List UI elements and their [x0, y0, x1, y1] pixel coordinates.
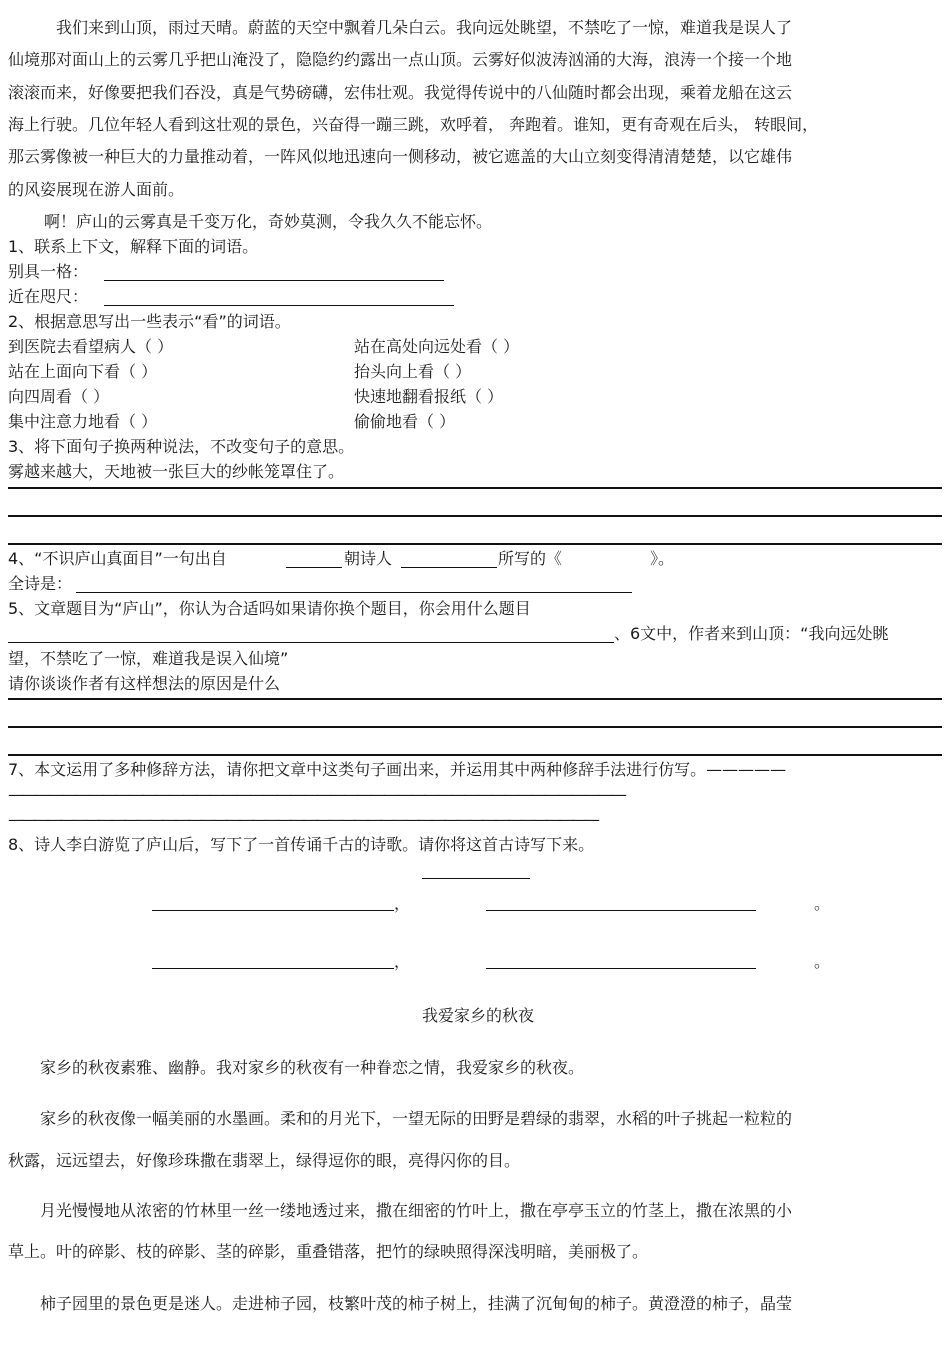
q2-right-4: 偷偷地看（ ）: [354, 412, 456, 431]
q8-title-blank[interactable]: [422, 878, 530, 879]
passage2-para-3-line-1: 月光慢慢地从浓密的竹林里一丝一缕地透过来，撒在细密的竹叶上，撒在亭亭玉立的竹茎上，撒在浓黑的小: [40, 1201, 793, 1220]
q8-verse-3-blank[interactable]: [152, 968, 394, 969]
q5-answer-blank[interactable]: [8, 642, 614, 643]
passage1-line-3: 滚滚而来，好像要把我们吞没，真是气势磅礴，宏伟壮观。我觉得传说中的八仙随时都会出现，乘着龙船在这云: [8, 83, 793, 102]
q1-answer-line-2[interactable]: [104, 305, 454, 306]
q6-answer-line-2[interactable]: [8, 726, 942, 728]
passage2-para-2-line-2: 秋露，远远望去，好像珍珠撒在翡翠上，绿得逗你的眼，亮得闪你的目。: [8, 1151, 521, 1170]
passage1-line-6: 的风姿展现在游人面前。: [8, 180, 185, 199]
q8-verse-1-blank[interactable]: [152, 910, 394, 911]
q4-text-b: 朝诗人: [344, 549, 393, 568]
q8-period-2: 。: [814, 952, 831, 971]
q6-line-3: 请你谈谈作者有这样想法的原因是什么: [8, 674, 281, 693]
passage1-line-1: 我们来到山顶，雨过天晴。蔚蓝的天空中飘着几朵白云。我向远处眺望，不禁吃了一惊，难道我是误人了: [56, 18, 793, 37]
q8-verse-2-blank[interactable]: [486, 910, 756, 911]
passage2-para-2-line-1: 家乡的秋夜像一幅美丽的水墨画。柔和的月光下，一望无际的田野是碧绿的翡翠，水稻的叶子挑起一粒粒的: [40, 1109, 793, 1128]
q6-answer-line-1[interactable]: [8, 698, 942, 700]
q1-item-2: 近在咫尺：: [8, 287, 89, 306]
q8-comma-1: ，: [394, 894, 411, 913]
q6-line-1: 、6文中，作者来到山顶：“我向远处眺: [614, 624, 889, 643]
q4-full-poem-blank[interactable]: [76, 592, 632, 593]
q8-title: 8、诗人李白游览了庐山后，写下了一首传诵千古的诗歌。请你将这首古诗写下来。: [8, 835, 595, 854]
q4-full-poem-label: 全诗是：: [8, 574, 73, 593]
passage2-para-1: 家乡的秋夜素雅、幽静。我对家乡的秋夜有一种眷恋之情，我爱家乡的秋夜。: [40, 1058, 585, 1077]
q3-answer-line-3[interactable]: [8, 543, 942, 545]
q2-right-1: 站在高处向远处看（ ）: [354, 337, 520, 356]
q2-title: 2、根据意思写出一些表示“看”的词语。: [8, 312, 291, 331]
q4-text-c: 所写的《: [498, 549, 563, 568]
q2-left-3: 向四周看（ ）: [8, 387, 110, 406]
q3-answer-line-2[interactable]: [8, 515, 942, 517]
q3-answer-line-1[interactable]: [8, 487, 942, 489]
q8-comma-2: ，: [394, 952, 411, 971]
passage2-para-4-line-1: 柿子园里的景色更是迷人。走进柿子园，枝繁叶茂的柿子树上，挂满了沉甸甸的柿子。黄澄澄的柿子，晶莹: [40, 1294, 793, 1313]
q8-period-1: 。: [814, 894, 831, 913]
q4-poet-blank[interactable]: [401, 567, 497, 568]
passage2-title: 我爱家乡的秋夜: [422, 1006, 535, 1025]
q1-title: 1、联系上下文，解释下面的词语。: [8, 237, 259, 256]
passage2-para-3-line-2: 草上。叶的碎影、枝的碎影、茎的碎影，重叠错落，把竹的绿映照得深浅明暗，美丽极了。: [8, 1242, 649, 1261]
q6-line-2: 望，不禁吃了一惊，难道我是误入仙境”: [8, 649, 289, 668]
q3-sentence: 雾越来越大，天地被一张巨大的纱帐笼罩住了。: [8, 462, 345, 481]
q4-dynasty-blank[interactable]: [286, 567, 342, 568]
q6-answer-line-3[interactable]: [8, 754, 942, 756]
q7-title: 7、本文运用了多种修辞方法，请你把文章中这类句子画出来，并运用其中两种修辞手法进行仿写。—————: [8, 760, 787, 779]
passage1-line-2: 仙境那对面山上的云雾几乎把山淹没了，隐隐约约露出一点山顶。云雾好似波涛汹涌的大海，浪涛一个接一个地: [8, 50, 793, 69]
passage1-line-5: 那云雾像被一种巨大的力量推动着，一阵风似地迅速向一侧移动，被它遮盖的大山立刻变得清清楚楚，以它雄伟: [8, 147, 793, 166]
q4-text-d: 》。: [650, 549, 675, 568]
passage1-line-7: 啊！庐山的云雾真是千变万化，奇妙莫测，令我久久不能忘怀。: [44, 212, 493, 231]
passage1-line-4: 海上行驶。几位年轻人看到这壮观的景色，兴奋得一蹦三跳，欢呼着， 奔跑着。谁知，更有奇观在后头， 转眼间，: [8, 115, 819, 134]
q4-text-a: 4、“不识庐山真面目”一句出自: [8, 549, 227, 568]
q1-answer-line-1[interactable]: [104, 280, 444, 281]
q7-dash-line-1[interactable]: ——————————————————————————————————————————————: [8, 785, 625, 804]
q2-right-2: 抬头向上看（ ）: [354, 362, 472, 381]
q3-title: 3、将下面句子换两种说法，不改变句子的意思。: [8, 437, 355, 456]
q5-title: 5、文章题目为“庐山”，你认为合适吗如果请你换个题目，你会用什么题目: [8, 599, 531, 618]
q2-left-2: 站在上面向下看（ ）: [8, 362, 158, 381]
q8-verse-4-blank[interactable]: [486, 968, 756, 969]
q2-left-1: 到医院去看望病人（ ）: [8, 337, 174, 356]
q1-item-1: 别具一格：: [8, 262, 89, 281]
q7-dash-line-2[interactable]: ——————————————————————————————————————————————: [8, 810, 597, 829]
q2-left-4: 集中注意力地看（ ）: [8, 412, 158, 431]
q2-right-3: 快速地翻看报纸（ ）: [354, 387, 504, 406]
